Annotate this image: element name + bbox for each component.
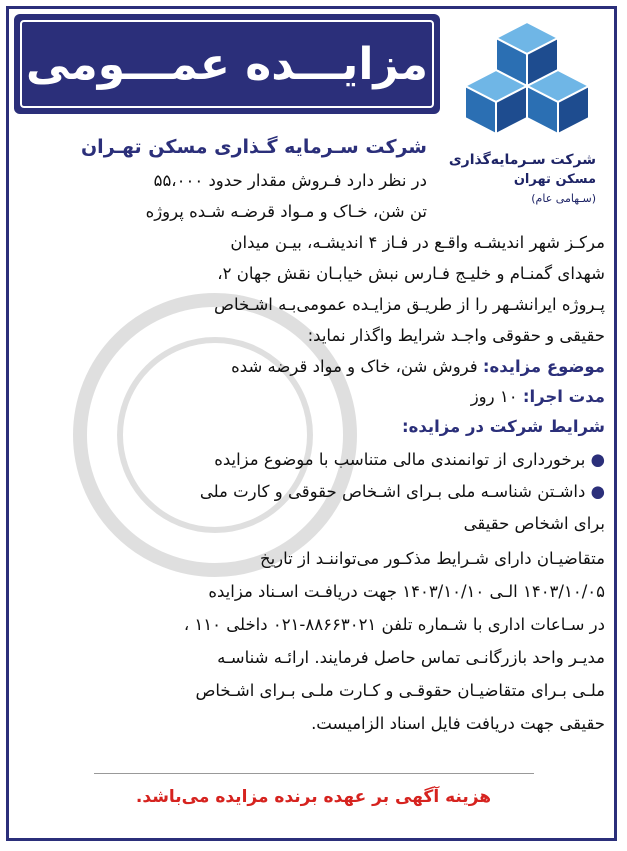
condition-text: برخورداری از توانمندی مالی متناسب با موضوع مزایده [214,450,586,469]
condition-item [214,448,605,472]
bullet-icon: ● [590,482,605,501]
logo-company-type: (سـهامی عام) [531,192,596,205]
intro-line-4: شهدای گمنـام و خلیـج فـارس نبش خیابـان نقش جهان ۲، [217,264,605,283]
intro-line-5: پـروژه ایرانشـهر را از طریـق مزایـده عمومی‌بـه اشـخاص [214,295,605,314]
logo-company-line: شرکت سـرمایه‌گذاری [448,152,596,168]
footer-divider [94,773,534,774]
cubes-logo-icon [460,20,594,146]
subject-row [231,355,605,379]
conditions-heading: شرایط شرکت در مزایده: [402,417,605,436]
company-logo [448,20,602,220]
duration-value: ۱۰ روز [470,387,518,406]
intro-line-1: در نظر دارد فـروش مقدار حدود ۵۵،۰۰۰ [153,171,427,190]
bullet-icon: ● [590,450,605,469]
condition-continuation: برای اشخاص حقیقی [463,514,605,533]
condition-text: داشـتن شناسـه ملی بـرای اشـخاص حقوقی و کارت ملی [199,482,586,501]
title-banner [14,14,440,114]
duration-row [471,385,605,409]
subject-label: موضوع مزایده: [482,357,605,376]
footer-note: هزینه آگهی بر عهده برنده مزایده می‌باشد. [135,787,492,807]
closing-line-3: در سـاعات اداری با شـماره تلفن ۸۸۶۶۳۰۲۱-۰۲۱ داخلی ۱۱۰ ، [183,615,605,634]
duration-label: مدت اجرا: [522,387,605,406]
condition-item [200,480,605,504]
closing-line-6: حقیقی جهت دریافت فایل اسناد الزامیست. [311,714,605,733]
company-name: شرکت سـرمایه گـذاری مسکن تهـران [80,136,427,158]
intro-line-2: تن شن، خـاک و مـواد قرضـه شـده پروژه [145,202,427,221]
closing-line-1: متقاضیـان دارای شـرایط مذکـور می‌تواننـد از تاریخ [259,549,605,568]
closing-line-2: ۱۴۰۳/۱۰/۰۵ الـی ۱۴۰۳/۱۰/۱۰ جهت دریافـت اسـناد مزایده [208,582,605,601]
intro-line-6: حقیقی و حقوقی واجـد شرایط واگذار نماید: [307,326,605,345]
closing-line-5: ملـی بـرای متقاضیـان حقوقـی و کـارت ملـی بـرای اشـخاص [195,681,605,700]
intro-line-3: مرکـز شهر اندیشـه واقـع در فـاز ۴ اندیشـه، بیـن میدان [230,233,605,252]
closing-line-4: مدیـر واحد بازرگانـی تماس حاصل فرمایند. ارائـه شناسـه [217,648,605,667]
page-title: مزایـــده عمـــومی [25,38,429,90]
subject-value: فروش شن، خاک و مواد قرضه شده [231,357,478,376]
logo-company-name: مسکن تهران [513,172,596,187]
